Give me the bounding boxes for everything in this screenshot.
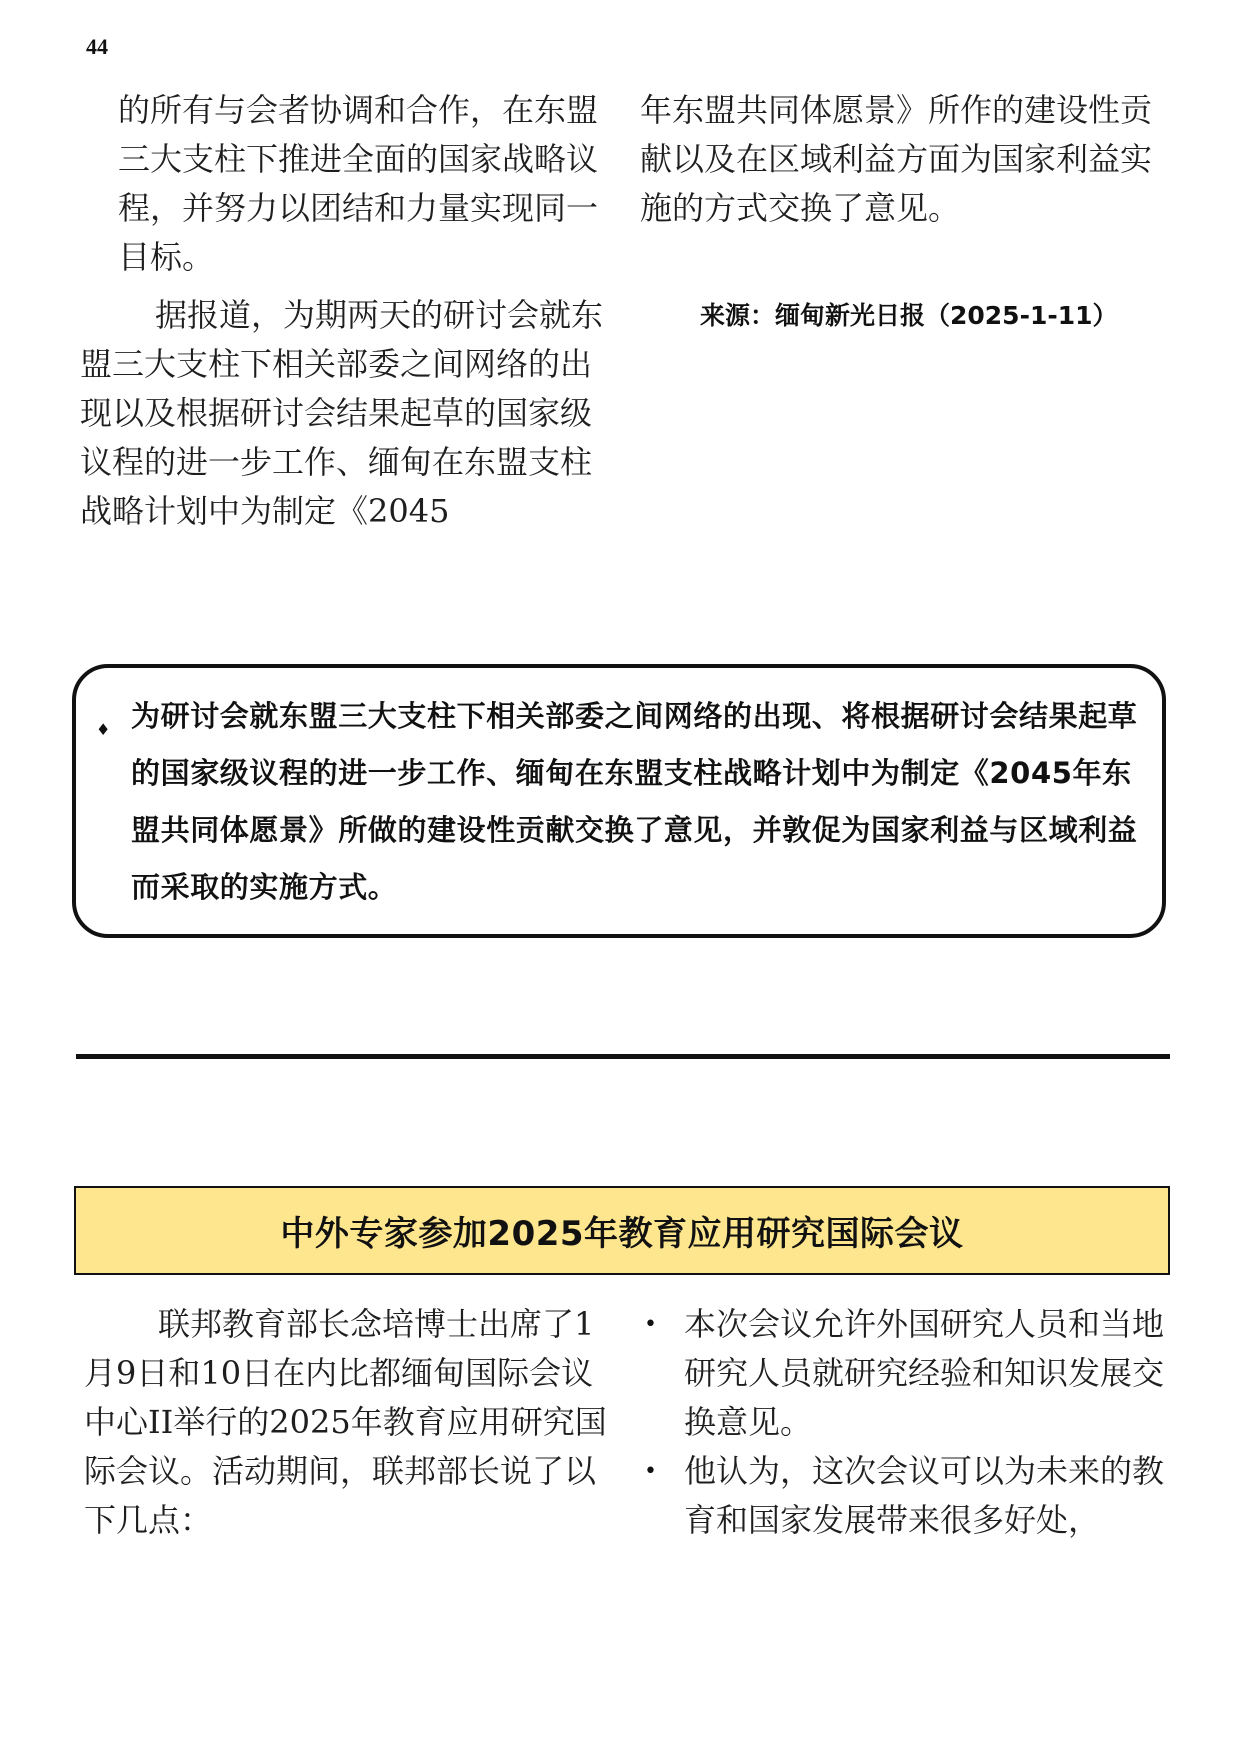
list-item-text: 他认为，这次会议可以为未来的教育和国家发展带来很多好处， [684, 1452, 1165, 1539]
list-item-text: 本次会议允许外国研究人员和当地研究人员就研究经验和知识发展交换意见。 [684, 1305, 1165, 1441]
article1-right-column [640, 86, 1165, 233]
article1-source: 来源：缅甸新光日报（2025-1-11） [700, 301, 1118, 330]
article2-headline: 中外专家参加2025年教育应用研究国际会议 [280, 1214, 964, 1254]
section-divider [76, 1054, 1170, 1059]
article2-right-column [640, 1300, 1165, 1545]
diamond-bullet-icon: ♦ [96, 720, 111, 739]
list-item [640, 1447, 1165, 1545]
article1-paragraph-1: 的所有与会者协调和合作，在东盟三大支柱下推进全面的国家战略议程，并努力以团结和力量实现同一目标。 [118, 91, 599, 276]
list-item [640, 1300, 1165, 1447]
article1-paragraph-3: 年东盟共同体愿景》所作的建设性贡献以及在区域利益方面为国家利益实施的方式交换了意见。 [640, 91, 1153, 227]
bullet-icon: • [644, 1459, 657, 1484]
summary-box [72, 664, 1166, 938]
article1-paragraph-2: 据报道，为期两天的研讨会就东盟三大支柱下相关部委之间网络的出现以及根据研讨会结果起草的国家级议程的进一步工作、缅甸在东盟支柱战略计划中为制定《2045 [80, 296, 604, 530]
article2-paragraph: 联邦教育部长念培博士出席了1月9日和10日在内比都缅甸国际会议中心II举行的2025年教育应用研究国际会议。活动期间，联邦部长说了以下几点： [84, 1305, 607, 1539]
bullet-icon: • [644, 1312, 657, 1337]
article1-left-column [80, 86, 605, 536]
article2-left-column [84, 1300, 609, 1545]
article2-bullet-list [640, 1300, 1165, 1545]
page-number: 44 [86, 34, 108, 59]
article2-headline-box [74, 1186, 1170, 1275]
summary-text: 为研讨会就东盟三大支柱下相关部委之间网络的出现、将根据研讨会结果起草的国家级议程的进一步工作、缅甸在东盟支柱战略计划中为制定《2045年东盟共同体愿景》所做的建设性贡献交换了意见，并敦促为国家利益与区域利益而采取的实施方式。 [131, 699, 1138, 904]
